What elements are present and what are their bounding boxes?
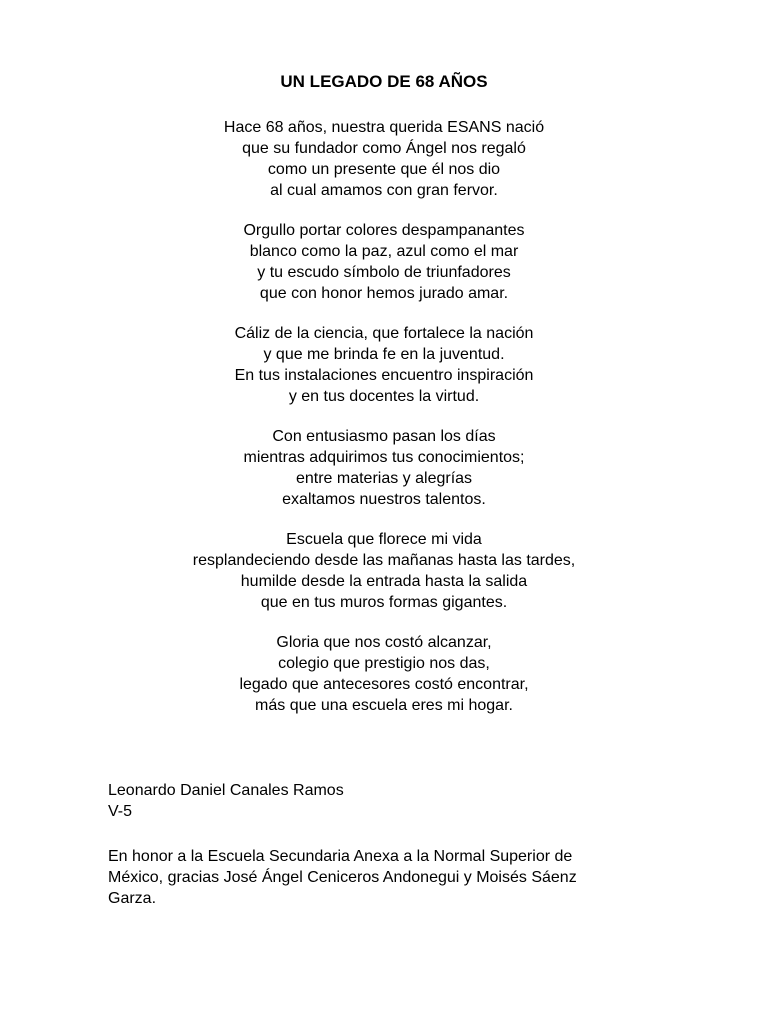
poem-line: entre materias y alegrías bbox=[295, 470, 473, 487]
stanza-5 bbox=[0, 529, 768, 613]
poem-line: al cual amamos con gran fervor. bbox=[270, 182, 498, 199]
poem-line: más que una escuela eres mi hogar. bbox=[255, 697, 513, 714]
poem-line: Orgullo portar colores despampanantes bbox=[243, 222, 525, 239]
poem-line: y en tus docentes la virtud. bbox=[288, 388, 480, 405]
stanza-6 bbox=[0, 632, 768, 716]
dedication-line: México, gracias José Ángel Ceniceros Andonegui y Moisés Sáenz bbox=[108, 869, 577, 886]
poem-line: humilde desde la entrada hasta la salida bbox=[240, 573, 528, 590]
dedication-line: En honor a la Escuela Secundaria Anexa a la Normal Superior de bbox=[108, 848, 573, 865]
dedication-paragraph bbox=[108, 846, 668, 909]
poem-line: exaltamos nuestros talentos. bbox=[282, 491, 486, 508]
poem-line: que con honor hemos jurado amar. bbox=[259, 285, 509, 302]
poem-line: resplandeciendo desde las mañanas hasta las tardes, bbox=[192, 552, 576, 569]
stanza-4 bbox=[0, 426, 768, 510]
poem-line: Con entusiasmo pasan los días bbox=[272, 428, 496, 445]
poem-line: blanco como la paz, azul como el mar bbox=[249, 243, 519, 260]
poem-line: y que me brinda fe en la juventud. bbox=[263, 346, 505, 363]
author-signature bbox=[108, 780, 688, 822]
poem-line: Gloria que nos costó alcanzar, bbox=[276, 634, 492, 651]
poem-line: colegio que prestigio nos das, bbox=[278, 655, 490, 672]
poem-line: Cáliz de la ciencia, que fortalece la nación bbox=[234, 325, 534, 342]
poem-line: que en tus muros formas gigantes. bbox=[260, 594, 508, 611]
poem-line: como un presente que él nos dio bbox=[267, 161, 501, 178]
stanza-2 bbox=[0, 220, 768, 304]
poem-body bbox=[0, 117, 768, 735]
poem-line: legado que antecesores costó encontrar, bbox=[239, 676, 529, 693]
poem-line: mientras adquirimos tus conocimientos; bbox=[243, 449, 525, 466]
dedication-line: Garza. bbox=[108, 890, 157, 907]
author-name: Leonardo Daniel Canales Ramos bbox=[108, 782, 344, 799]
poem-line: Hace 68 años, nuestra querida ESANS nació bbox=[223, 119, 545, 136]
stanza-3 bbox=[0, 323, 768, 407]
author-group: V-5 bbox=[108, 803, 133, 820]
poem-title: UN LEGADO DE 68 AÑOS bbox=[280, 72, 488, 91]
poem-line: En tus instalaciones encuentro inspiración bbox=[234, 367, 534, 384]
poem-line: y tu escudo símbolo de triunfadores bbox=[257, 264, 511, 281]
poem-line: que su fundador como Ángel nos regaló bbox=[242, 140, 526, 157]
poem-line: Escuela que florece mi vida bbox=[286, 531, 482, 548]
stanza-1 bbox=[0, 117, 768, 201]
